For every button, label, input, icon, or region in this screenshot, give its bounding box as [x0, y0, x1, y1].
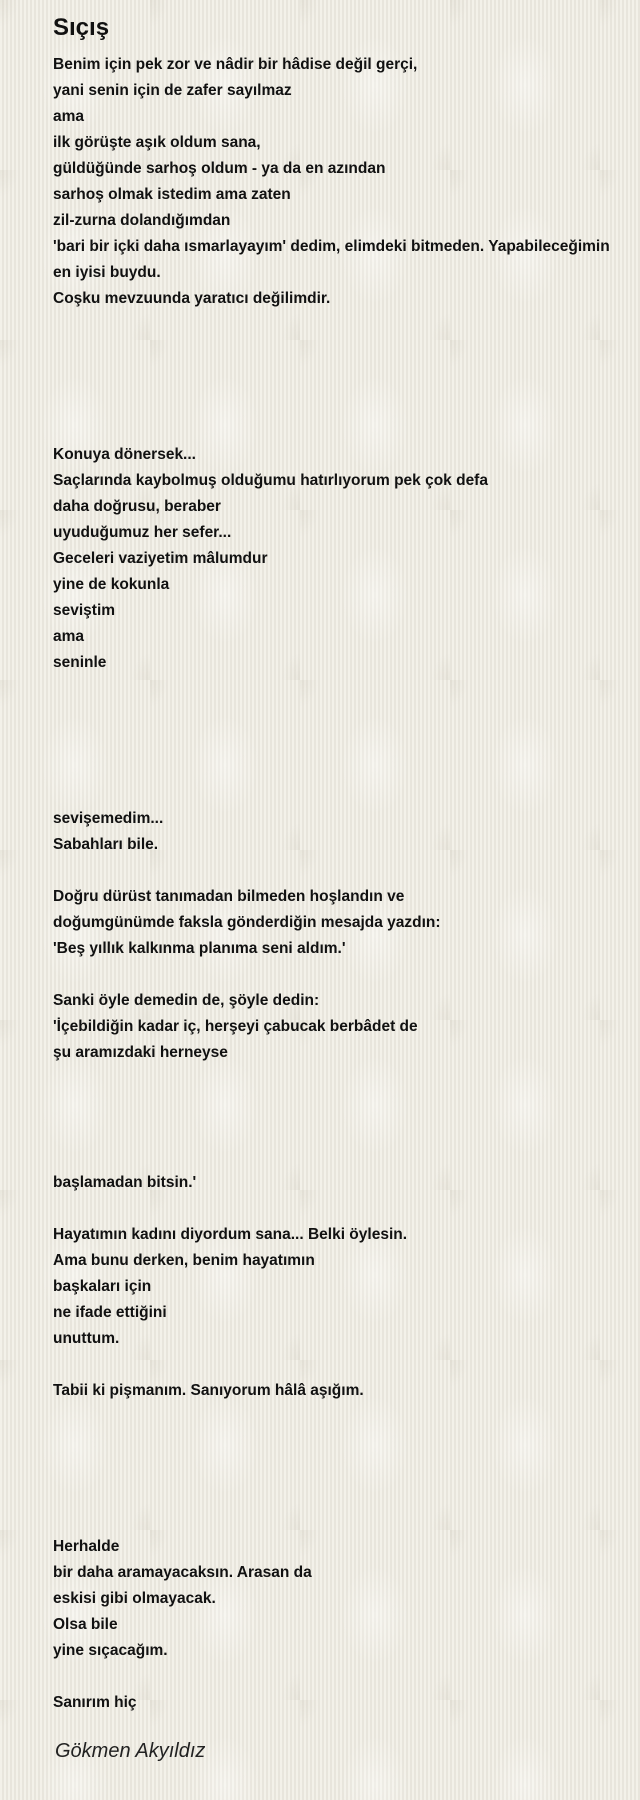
- poem-container: [53, 8, 638, 1716]
- poem-line: Herhalde: [53, 1538, 120, 1555]
- poem-line: Sanki öyle demedin de, şöyle dedin:: [53, 992, 320, 1009]
- poem-title: Sıçış: [53, 14, 110, 41]
- poem-blank-line: [53, 1430, 638, 1456]
- poem-line: yani senin için de zafer sayılmaz: [53, 82, 292, 99]
- poem-line: Olsa bile: [53, 1616, 118, 1633]
- poem-blank-line: [53, 1508, 638, 1534]
- poem-line: doğumgünümde faksla gönderdiğin mesajda yazdın:: [53, 914, 441, 931]
- poem-blank-line: [53, 1092, 638, 1118]
- poem-line: Coşku mevzuunda yaratıcı değilimdir.: [53, 290, 331, 307]
- poem-line: Saçlarında kaybolmuş olduğumu hatırlıyorum pek çok defa: [53, 472, 488, 489]
- poem-blank-line: [53, 1664, 638, 1690]
- poem-line: ama: [53, 628, 85, 645]
- poem-line: ilk görüşte aşık oldum sana,: [53, 134, 261, 151]
- poem-blank-line: [53, 1352, 638, 1378]
- poem-body: [53, 52, 638, 1716]
- poem-line: Sabahları bile.: [53, 836, 159, 853]
- poem-line: başlamadan bitsin.': [53, 1174, 197, 1191]
- poem-blank-line: [53, 338, 638, 364]
- poem-line: Ama bunu derken, benim hayatımın: [53, 1252, 315, 1269]
- poem-line: Doğru dürüst tanımadan bilmeden hoşlandın ve: [53, 888, 405, 905]
- poem-blank-line: [53, 1196, 638, 1222]
- poem-blank-line: [53, 1066, 638, 1092]
- poem-line: yine sıçacağım.: [53, 1642, 168, 1659]
- poem-blank-line: [53, 702, 638, 728]
- poem-line: Benim için pek zor ve nâdir bir hâdise değil gerçi,: [53, 56, 418, 73]
- poem-line: eskisi gibi olmayacak.: [53, 1590, 216, 1607]
- poem-blank-line: [53, 780, 638, 806]
- poem-blank-line: [53, 312, 638, 338]
- poem-blank-line: [53, 416, 638, 442]
- poem-author: Gökmen Akyıldız: [55, 1740, 206, 1762]
- poem-line: 'İçebildiğin kadar iç, herşeyi çabucak berbâdet de: [53, 1018, 418, 1035]
- poem-line: en iyisi buydu.: [53, 264, 161, 281]
- poem-line: yine de kokunla: [53, 576, 170, 593]
- poem-line: seviştim: [53, 602, 116, 619]
- poem-line: 'bari bir içki daha ısmarlayayım' dedim, elimdeki bitmeden. Yapabileceğimin: [53, 238, 610, 255]
- poem-blank-line: [53, 1456, 638, 1482]
- poem-line: 'Beş yıllık kalkınma planıma seni aldım.': [53, 940, 346, 957]
- poem-blank-line: [53, 1404, 638, 1430]
- poem-line: unuttum.: [53, 1330, 120, 1347]
- poem-line: zil-zurna dolandığımdan: [53, 212, 231, 229]
- poem-line: güldüğünde sarhoş oldum - ya da en azından: [53, 160, 386, 177]
- poem-blank-line: [53, 754, 638, 780]
- poem-line: Hayatımın kadını diyordum sana... Belki öylesin.: [53, 1226, 408, 1243]
- poem-blank-line: [53, 858, 638, 884]
- poem-blank-line: [53, 390, 638, 416]
- poem-line: bir daha aramayacaksın. Arasan da: [53, 1564, 312, 1581]
- poem-line: Tabii ki pişmanım. Sanıyorum hâlâ aşığım.: [53, 1382, 364, 1399]
- poem-blank-line: [53, 1144, 638, 1170]
- poem-line: Geceleri vaziyetim mâlumdur: [53, 550, 268, 567]
- poem-line: ama: [53, 108, 85, 125]
- poem-line: Konuya dönersek...: [53, 446, 196, 463]
- poem-blank-line: [53, 364, 638, 390]
- poem-line: uyuduğumuz her sefer...: [53, 524, 232, 541]
- poem-blank-line: [53, 676, 638, 702]
- poem-line: sevişemedim...: [53, 810, 164, 827]
- poem-line: daha doğrusu, beraber: [53, 498, 221, 515]
- poem-line: ne ifade ettiğini: [53, 1304, 167, 1321]
- poem-blank-line: [53, 728, 638, 754]
- poem-line: sarhoş olmak istedim ama zaten: [53, 186, 291, 203]
- poem-blank-line: [53, 1118, 638, 1144]
- poem-blank-line: [53, 962, 638, 988]
- poem-line: Sanırım hiç: [53, 1694, 137, 1711]
- poem-line: başkaları için: [53, 1278, 152, 1295]
- poem-line: şu aramızdaki herneyse: [53, 1044, 228, 1061]
- poem-line: seninle: [53, 654, 107, 671]
- poem-blank-line: [53, 1482, 638, 1508]
